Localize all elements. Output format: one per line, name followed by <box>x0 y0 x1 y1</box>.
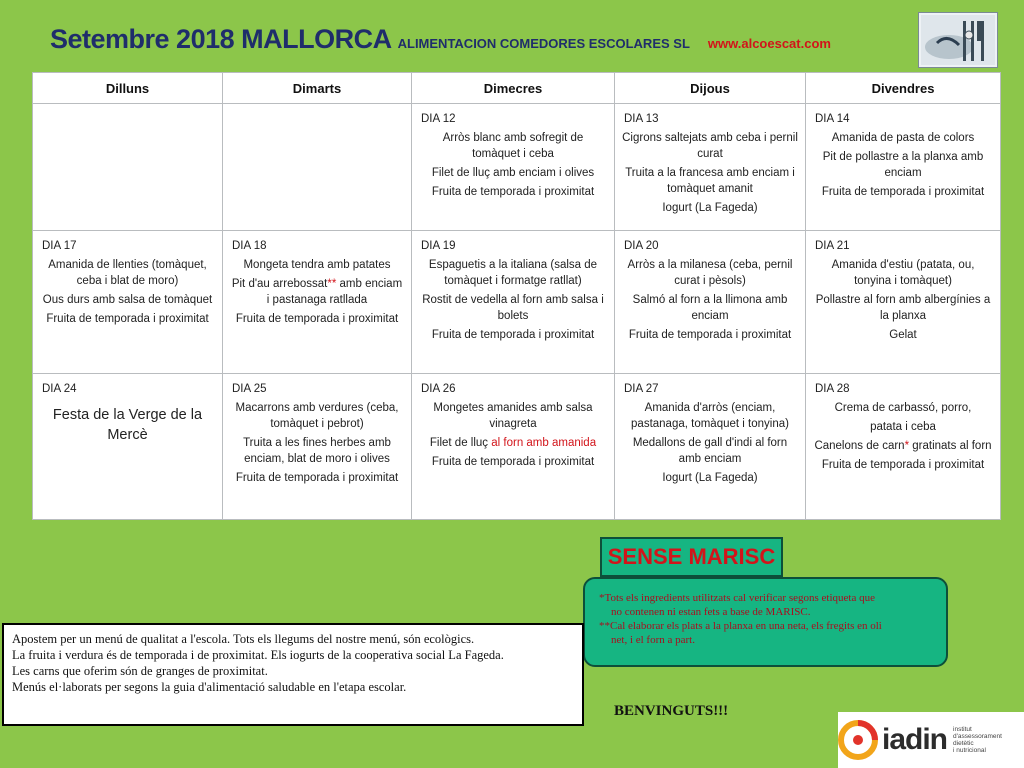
dish: Truita a la francesa amb enciam i tomàquet amanit <box>625 167 795 195</box>
dish: Amanida de pasta de colors <box>831 132 975 144</box>
dish-text: gratinats al forn <box>909 440 992 452</box>
dish-text: amb enciam i pastanaga ratllada <box>266 278 403 306</box>
table-row <box>33 104 1001 231</box>
dish-highlight: al forn amb amanida <box>491 437 597 449</box>
info-line: Apostem per un menú de qualitat a l'escola. Tots els llegums del nostre menú, són ecològics. <box>12 632 475 646</box>
day-label: DIA 25 <box>232 383 267 395</box>
iadin-logo <box>838 712 1024 768</box>
dish: Macarrons amb verdures (ceba, tomàquet i pebrot) <box>235 402 399 430</box>
col-header-dimecres: Dimecres <box>412 73 615 104</box>
menu-cell <box>806 104 1001 231</box>
dish: Amanida d'arròs (enciam, pastanaga, tomàquet i tonyina) <box>631 402 789 430</box>
menu-cell <box>33 374 223 520</box>
day-label: DIA 19 <box>421 240 456 252</box>
dish: patata i ceba <box>870 421 936 433</box>
dish: Iogurt (La Fageda) <box>662 472 758 484</box>
dish: Iogurt (La Fageda) <box>662 202 758 214</box>
info-line: La fruita i verdura és de temporada i de proximitat. Els iogurts de la cooperativa social La Fageda. <box>12 648 504 662</box>
dish: Crema de carbassó, porro, <box>834 402 972 414</box>
page-title: Setembre 2018 MALLORCA <box>50 24 392 54</box>
menu-cell <box>806 374 1001 520</box>
dish-text: Filet de lluç <box>429 437 492 449</box>
allergen-notes <box>583 577 948 667</box>
dish: Fruita de temporada i proximitat <box>431 329 595 341</box>
table-header-row <box>33 73 1001 104</box>
dish: Pollastre al forn amb albergínies a la planxa <box>815 294 991 322</box>
menu-cell <box>412 231 615 374</box>
website-link[interactable]: www.alcoescat.com <box>707 36 831 51</box>
day-label: DIA 12 <box>421 113 456 125</box>
dish-with-mark <box>812 438 994 454</box>
col-header-dimarts: Dimarts <box>223 73 412 104</box>
dish: Amanida de llenties (tomàquet, ceba i blat de moro) <box>48 259 207 287</box>
page-header <box>50 24 831 62</box>
dish: Fruita de temporada i proximitat <box>431 186 595 198</box>
day-label: DIA 26 <box>421 383 456 395</box>
iadin-tag-line: institut <box>953 726 972 733</box>
iadin-tag-line: i nutricional <box>953 747 986 754</box>
day-label: DIA 18 <box>232 240 267 252</box>
menu-cell <box>223 374 412 520</box>
dish-text: Canelons de carn <box>814 440 905 452</box>
dish: Fruita de temporada i proximitat <box>235 313 399 325</box>
dish: Mongetes amanides amb salsa vinagreta <box>433 402 593 430</box>
menu-cell <box>615 374 806 520</box>
dish: Fruita de temporada i proximitat <box>235 472 399 484</box>
dish: Arròs a la milanesa (ceba, pernil curat i pèsols) <box>627 259 793 287</box>
menu-cell <box>33 104 223 231</box>
dish: Fruita de temporada i proximitat <box>821 459 985 471</box>
info-line: Les carns que oferim són de granges de proximitat. <box>12 664 268 678</box>
day-label: DIA 17 <box>42 240 77 252</box>
menu-cell <box>412 374 615 520</box>
dish: Fruita de temporada i proximitat <box>628 329 792 341</box>
note-line: **Cal elaborar els plats a la planxa en una neta, els fregits en oli <box>599 620 882 632</box>
iadin-tag-line: dietètic <box>953 740 974 747</box>
menu-cell <box>806 231 1001 374</box>
col-header-divendres: Divendres <box>806 73 1001 104</box>
dish: Mongeta tendra amb patates <box>243 259 391 271</box>
menu-cell <box>223 104 412 231</box>
day-label: DIA 27 <box>624 383 659 395</box>
day-label: DIA 28 <box>815 383 850 395</box>
weekly-menu-table <box>32 72 1001 520</box>
dish: Medallons de gall d'indi al forn amb enciam <box>632 437 788 465</box>
dish: Espaguetis a la italiana (salsa de tomàquet i formatge ratllat) <box>428 259 598 287</box>
dish: Ous durs amb salsa de tomàquet <box>42 294 213 306</box>
dish-text: Pit d'au arrebossat <box>231 278 328 290</box>
dish: Arròs blanc amb sofregit de tomàquet i ceba <box>442 132 584 160</box>
sense-marisc-label: SENSE MARISC <box>600 537 783 577</box>
iadin-tag-line: d'assessorament <box>953 733 1002 740</box>
dish-with-highlight <box>418 435 608 451</box>
day-label: DIA 21 <box>815 240 850 252</box>
quality-info-box <box>2 623 584 726</box>
table-row <box>33 374 1001 520</box>
dish: Fruita de temporada i proximitat <box>46 313 209 325</box>
allergen-mark: ** <box>327 278 337 290</box>
note-line: no contenen ni estan fets a base de MARISC. <box>611 606 811 618</box>
info-line: Menús el·laborats per segons la guia d'alimentació saludable en l'etapa escolar. <box>12 680 407 694</box>
note-line: net, i el forn a part. <box>611 634 695 646</box>
day-label: DIA 14 <box>815 113 850 125</box>
dish: Filet de lluç amb enciam i olives <box>431 167 595 179</box>
menu-cell <box>615 231 806 374</box>
dish: Fruita de temporada i proximitat <box>431 456 595 468</box>
menu-cell <box>412 104 615 231</box>
table-row <box>33 231 1001 374</box>
dish: Fruita de temporada i proximitat <box>821 186 985 198</box>
dish: Pit de pollastre a la planxa amb enciam <box>822 151 984 179</box>
day-label: DIA 13 <box>624 113 659 125</box>
holiday-label: Festa de la Verge de la Mercè <box>52 407 203 443</box>
dish: Amanida d'estiu (patata, ou, tonyina i tomàquet) <box>831 259 975 287</box>
dish: Cigrons saltejats amb ceba i pernil curat <box>622 132 798 160</box>
day-label: DIA 20 <box>624 240 659 252</box>
dish-with-mark <box>229 276 405 308</box>
dish: Rostit de vedella al forn amb salsa i bolets <box>422 294 604 322</box>
menu-cell <box>615 104 806 231</box>
cutlery-icon <box>918 12 998 68</box>
note-line: *Tots els ingredients utilitzats cal verificar segons etiqueta que <box>599 592 875 604</box>
iadin-logo-icon <box>838 720 878 760</box>
menu-cell <box>223 231 412 374</box>
welcome-text: BENVINGUTS!!! <box>614 703 729 719</box>
day-label: DIA 24 <box>42 383 77 395</box>
dish: Gelat <box>889 329 917 341</box>
dish: Salmó al forn a la llimona amb enciam <box>632 294 788 322</box>
iadin-name: iadin <box>882 723 948 756</box>
dish: Truita a les fines herbes amb enciam, blat de moro i olives <box>243 437 391 465</box>
allergen-mark: * <box>904 440 910 452</box>
iadin-tagline <box>953 726 1002 754</box>
company-name: ALIMENTACION COMEDORES ESCOLARES SL <box>397 36 690 51</box>
col-header-dijous: Dijous <box>615 73 806 104</box>
menu-cell <box>33 231 223 374</box>
col-header-dilluns: Dilluns <box>33 73 223 104</box>
